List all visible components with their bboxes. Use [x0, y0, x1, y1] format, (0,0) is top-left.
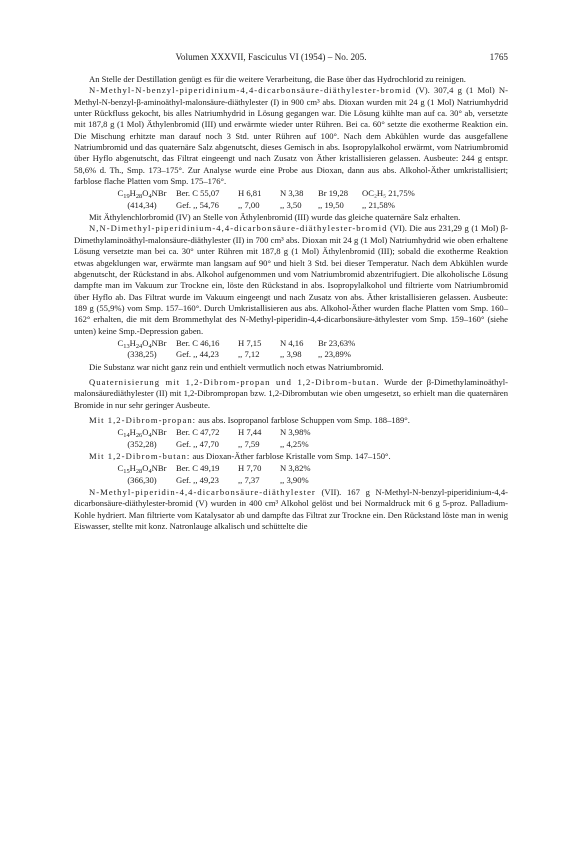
paragraph-compound-v	[74, 85, 508, 187]
found-row: Gef. ,, 49,23 ,, 7,37 ,, 3,90%	[176, 474, 309, 485]
quaternisierung-heading: Quaternisierung mit 1,2-Dibrom-propan und 1,2-Dibrom-butan.	[89, 376, 380, 387]
analysis-block-3	[74, 427, 508, 450]
calculated-row: Ber. C 49,19 H 7,70 N 3,82%	[176, 463, 311, 474]
paragraph-purity-note: Die Substanz war nicht ganz rein und enthielt vermutlich noch etwas Natriumbromid.	[89, 361, 384, 372]
analysis-block-1	[74, 188, 508, 211]
calculated-row: Ber. C 47,72 H 7,44 N 3,98%	[176, 427, 311, 438]
paragraph-intro: An Stelle der Destillation genügt es für die weitere Verarbeitung, die Base über das Hydrochlorid zu reinigen.	[89, 74, 466, 84]
compound-vi-heading: N,N-Dimethyl-piperidinium-4,4-dicarbonsäure-diäthylester-bromid	[89, 223, 388, 234]
dibrompropan-heading: Mit 1,2-Dibrom-propan:	[89, 414, 197, 425]
found-row: Gef. ,, 44,23 ,, 7,12 ,, 3,98 ,, 23,89%	[176, 349, 351, 360]
dibrompropan-text: aus abs. Isopropanol farblose Schuppen vom Smp. 188–189°.	[196, 414, 410, 425]
molecular-weight: (338,25)	[127, 349, 157, 360]
running-title: Volumen XXXVII, Fasciculus VI (1954) – No. 205.	[175, 52, 367, 62]
formula-col	[74, 427, 176, 450]
quaternisierung-text: Wurde der β-Dimethylaminoäthyl-malonsäurediäthylester (II) mit 1,2-Dibrompropan bzw. 1,2-Dibrombutan wie oben umgesetzt, so erhielt man die quaternären Bromide in nur sehr geringer Ausbeute.	[74, 376, 509, 410]
formula-col	[74, 463, 176, 486]
molecular-weight: (366,30)	[127, 474, 157, 485]
formula-col	[74, 338, 176, 361]
paragraph-quaternisierung	[74, 377, 508, 411]
page	[74, 52, 508, 532]
found-row: Gef. ,, 54,76 ,, 7,00 ,, 3,50 ,, 19,50 ,, 21,58%	[176, 199, 395, 210]
paragraph-dibrompropan	[74, 415, 508, 426]
paragraph-chlorbromid: Mit Äthylenchlorbromid (IV) an Stelle von Äthylenbromid (III) wurde das gleiche quaternäre Salz erhalten.	[89, 212, 461, 223]
molecular-weight: (414,34)	[127, 199, 157, 210]
dibrombutan-heading: Mit 1,2-Dibrom-butan:	[89, 451, 191, 461]
analysis-values	[176, 463, 318, 486]
compound-v-text: (V). 307,4 g (1 Mol) N-Methyl-N-benzyl-β-aminoäthyl-malonsäure-diäthylester (I) in 900 cm³ abs. Dioxan wurden mit 24 g (1 Mol) Natriumhydrid unter Rückfluss gekocht, bis alles Natriumhydrid in Lösung gegangen war. Die Lösung kühlte man auf ca. 30° ab, versetzte mit 187,8 g (1 Mol) Äthylenbromid (III) und erwärmte wieder unter Rühren. Bei ca. 60° setzte die exotherme Reaktion ein. Die Mischung erhitzte man darauf noch 3 Std. unter Rühren auf 100°. Nach dem Abkühlen wurde das ausgefallene Natriumbromid und das quaternäre Salz abgenutscht, dieses Gemisch in abs. Isopropylalkohol erwärmt, vom Natriumbromid über Hyflo abgenutscht, das Filtrat eingeengt und nach Zusatz von Äther kristallisieren gelassen. Ausbeute: 244 g entspr. 58,6% d. Th., Smp. 173–175°. Zur Analyse wurde eine Probe aus Dioxan, dann aus abs. Alkohol-Äther umkristallisiert; farblose flache Platten vom Smp. 175–176°.	[74, 85, 508, 187]
paragraph-dibrombutan	[74, 451, 508, 462]
formula-col	[74, 188, 176, 211]
running-header	[74, 52, 508, 66]
molecular-formula: $C_{14}H_{26}O_4NBr$	[117, 427, 167, 440]
analysis-block-2	[74, 338, 508, 361]
calculated-row: Ber. C 46,16 H 7,15 N 4,16 Br 23,63%	[176, 337, 356, 348]
paragraph-compound-vii	[74, 487, 508, 532]
calculated-row: Ber. C 55,07 H 6,81 N 3,38 Br 19,28 OC₂H₅ 21,75%	[176, 188, 415, 199]
molecular-formula: $C_{13}H_{24}O_4NBr$	[117, 337, 167, 350]
found-row: Gef. ,, 47,70 ,, 7,59 ,, 4,25%	[176, 438, 309, 449]
compound-vii-text: (VII). 167 g N-Methyl-N-benzyl-piperidinium-4,4-dicarbonsäure-diäthylester-bromid (V) wurden in 400 cm³ Alkohol gelöst und bei Normaldruck mit 6 g 5-proz. Palladium-Kohle hydriert. Man filtrierte vom Katalysator ab und dampfte das Filtrat zur Trockne ein. Den Rückstand löste man in wenig Eiswasser, stellte mit konz. Natronlauge alkalisch und schüttelte die	[74, 487, 508, 532]
analysis-values	[176, 338, 362, 361]
compound-v-heading: N-Methyl-N-benzyl-piperidinium-4,4-dicarbonsäure-diäthylester-bromid	[89, 85, 412, 96]
compound-vi-text: (VI). Die aus 231,29 g (1 Mol) β-Dimethylaminoäthyl-malonsäure-diäthylester (II) in 700 cm³ abs. Dioxan mit 24 g (1 Mol) Natriumhydrid wie oben erhaltene Lösung versetzte man bei ca. 30° unter Rühren mit 187,8 g (1 Mol) Äthylenbromid (III); sobald die exotherme Reaktion etwas abgeklungen war, erwärmte man langsam auf 90° und hielt 3 Std. bei dieser Temperatur. Nach dem Abkühlen wurde abgenutscht, der Rückstand in abs. Alkohol aufgenommen und vom Natriumbromid abzentrifugiert. Die alkoholische Lösung dampfte man im Vakuum zur Trockne ein, löste den Rückstand in abs. Isopropylalkohol und filtrierte vom Natriumbromid über Hyflo ab. Das Filtrat wurde im Vakuum eingeengt und nach Zusatz von abs. Äther kristallisieren gelassen. Ausbeute: 189 g (55,9%) vom Smp. 157–160°. Durch Umkristallisieren aus abs. Alkohol-Äther wurden flache Platten vom Smp. 160–162° erhalten, die mit dem Brommethylat des N-Methyl-piperidin-4,4-dicarbonsäure-äthylester vom Smp. 159–160° (siehe unten) keine Smp.-Depression gaben.	[74, 223, 508, 336]
paragraph-compound-vi	[74, 223, 508, 336]
molecular-formula: $C_{19}H_{28}O_4NBr$	[117, 188, 167, 201]
molecular-weight: (352,28)	[127, 438, 157, 449]
compound-vii-heading: N-Methyl-piperidin-4,4-dicarbonsäure-diäthylester	[89, 487, 316, 498]
analysis-values	[176, 188, 436, 211]
analysis-block-4	[74, 463, 508, 486]
analysis-values	[176, 427, 318, 450]
page-number: 1765	[489, 52, 508, 62]
dibrombutan-text: aus Dioxan-Äther farblose Kristalle vom Smp. 147–150°.	[190, 451, 391, 461]
molecular-formula: $C_{15}H_{28}O_4NBr$	[117, 463, 167, 476]
